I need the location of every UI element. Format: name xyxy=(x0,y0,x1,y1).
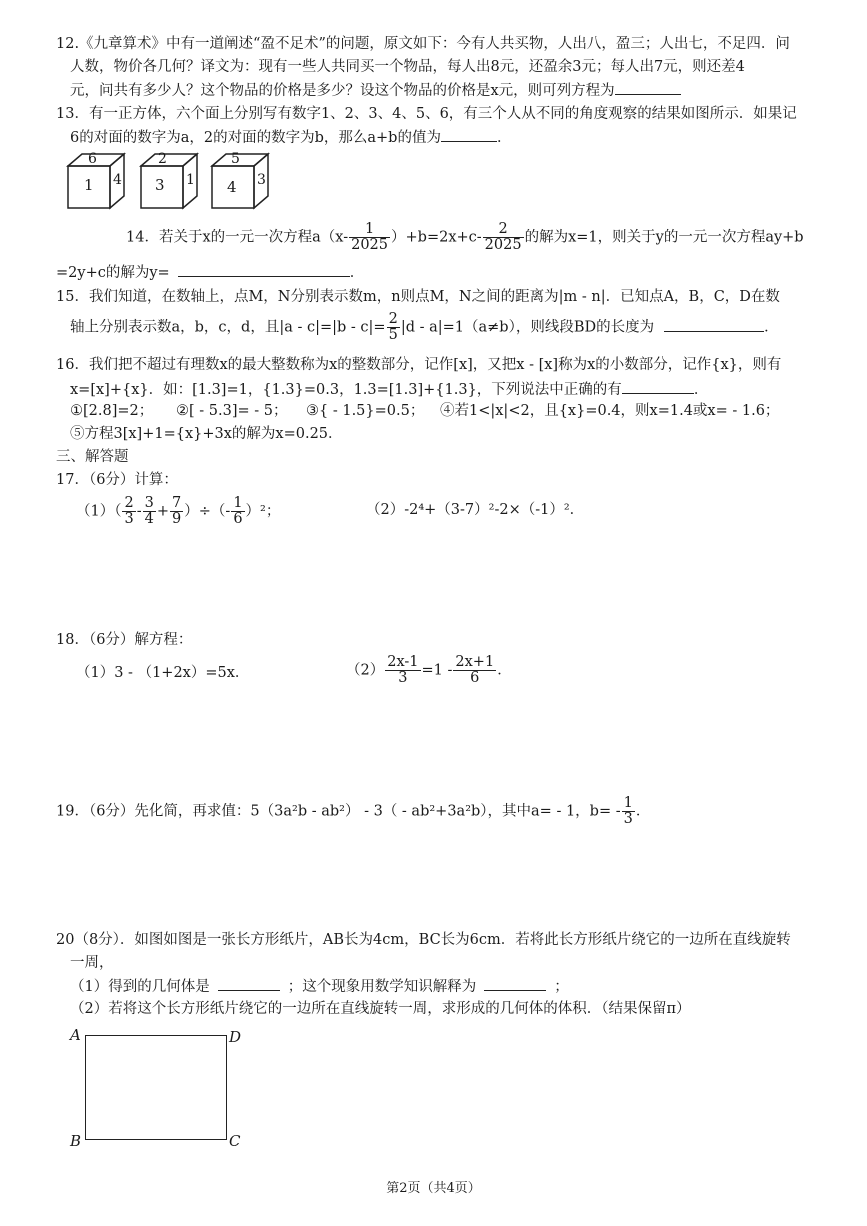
cube3-top: 5 xyxy=(231,151,240,167)
cube1-side: 4 xyxy=(113,172,122,188)
q12-line2: 人数，物价各几何？译文为：现有一些人共同买一个物品，每人出8元，还盈余3元；每人出7元，则还差4 xyxy=(70,59,745,75)
q15-line1: 15．我们知道，在数轴上，点M，N分别表示数m，n则点M，N之间的距离为|m - n|．已知点A，B，C，D在数 xyxy=(56,289,780,305)
section-heading: 三、解答题 xyxy=(56,449,129,465)
q16-line1: 16．我们把不超过有理数x的最大整数称为x的整数部分，记作[x]，又把x - [x]称为x的小数部分，记作{x}，则有 xyxy=(56,357,782,373)
q20-part1: （1）得到的几何体是 ；这个现象用数学知识解释为 ； xyxy=(70,976,569,997)
cube2-front: 3 xyxy=(155,176,165,194)
rectangle-figure xyxy=(85,1035,227,1140)
label-C: C xyxy=(229,1132,241,1150)
q18-title: 18．（6分）解方程： xyxy=(56,632,193,648)
q20-reason-blank[interactable] xyxy=(484,976,546,991)
q14-line2: =2y+c的解为y= ． xyxy=(56,262,364,283)
label-B: B xyxy=(70,1132,82,1150)
q20-part2: （2）若将这个长方形纸片绕它的一边所在直线旋转一周，求形成的几何体的体积．（结果保留π） xyxy=(70,1001,691,1017)
q16-opt3: ③{ - 1.5}=0.5； xyxy=(306,403,425,419)
cube3-side: 3 xyxy=(257,172,266,188)
q14-line1: 14．若关于x的一元一次方程a（x- $\frac{1}{2025}$ ）+b=2x+c- $\frac{2}{2025}$ 的解为x=1，则关于y的一元一次方程ay+b xyxy=(126,221,804,253)
q14-answer-blank[interactable] xyxy=(178,262,350,277)
q12-line3: 元，问共有多少人？这个物品的价格是多少？设这个物品的价格是x元，则可列方程为 xyxy=(70,80,681,101)
q20-line2: 一周， xyxy=(70,955,114,971)
q18-part1: （1）3 - （1+2x）=5x． xyxy=(76,665,250,681)
q13-line2: 6的对面的数字为a，2的对面的数字为b，那么a+b的值为 ． xyxy=(70,127,511,148)
q16-answer-blank[interactable] xyxy=(622,379,694,394)
q19-line: 19．（6分）先化简，再求值：5（3a²b - ab²） - 3（ - ab²+3a²b），其中a= - 1，b= - $\frac{1}{3}$ ． xyxy=(56,795,651,827)
q16-opt5: ⑤方程3[x]+1={x}+3x的解为x=0.25． xyxy=(70,426,343,442)
cube1-top: 6 xyxy=(88,151,97,167)
q16-opt2: ②[ - 5.3]= - 5； xyxy=(176,403,288,419)
cube1-front: 1 xyxy=(84,176,94,194)
q15-line2: 轴上分别表示数a，b，c，d，且|a - c|=|b - c|= $\frac{2}{5}$ |d - a|=1（a≠b），则线段BD的长度为 ． xyxy=(70,311,779,343)
cube3-front: 4 xyxy=(227,178,237,196)
q13-line1: 13．有一正方体，六个面上分别写有数字1、2、3、4、5、6，有三个人从不同的角度观察的结果如图所示．如果记 xyxy=(56,106,797,122)
label-A: A xyxy=(70,1026,81,1044)
q15-answer-blank[interactable] xyxy=(664,317,764,332)
q18-part2: （2） $\frac{2x-1}{3}$ =1 - $\frac{2x+1}{6}$ ． xyxy=(346,654,512,686)
q12-line1: 12.《九章算术》中有一道阐述“盈不足术”的问题，原文如下：今有人共买物，人出八，盈三；人出七，不足四．问 xyxy=(56,36,790,52)
page-footer: 第2页（共4页） xyxy=(386,1181,481,1196)
cube2-top: 2 xyxy=(158,151,167,167)
q17-part1: （1）（ $\frac{2}{3}$ - $\frac{3}{4}$ + $\frac{7}{9}$ ）÷（- $\frac{1}{6}$ ）²； xyxy=(76,495,281,527)
q16-opt1: ①[2.8]=2； xyxy=(70,403,154,419)
q13-answer-blank[interactable] xyxy=(441,127,497,142)
q16-opt4: ④若1<|x|<2，且{x}=0.4，则x=1.4或x= - 1.6； xyxy=(440,403,780,419)
label-D: D xyxy=(229,1028,242,1046)
q17-part2: （2）-2⁴+（3-7）²-2×（-1）²． xyxy=(366,502,585,518)
q12-answer-blank[interactable] xyxy=(615,80,681,95)
q20-solid-blank[interactable] xyxy=(218,976,280,991)
q16-line2: x=[x]+{x}．如：[1.3]=1，{1.3}=0.3，1.3=[1.3]+{1.3}，下列说法中正确的有 ． xyxy=(70,379,708,400)
q17-title: 17．（6分）计算： xyxy=(56,472,178,488)
q20-line1: 20（8分）．如图如图是一张长方形纸片，AB长为4cm，BC长为6cm．若将此长方形纸片绕它的一边所在直线旋转 xyxy=(56,932,791,948)
cube2-side: 1 xyxy=(186,172,195,188)
